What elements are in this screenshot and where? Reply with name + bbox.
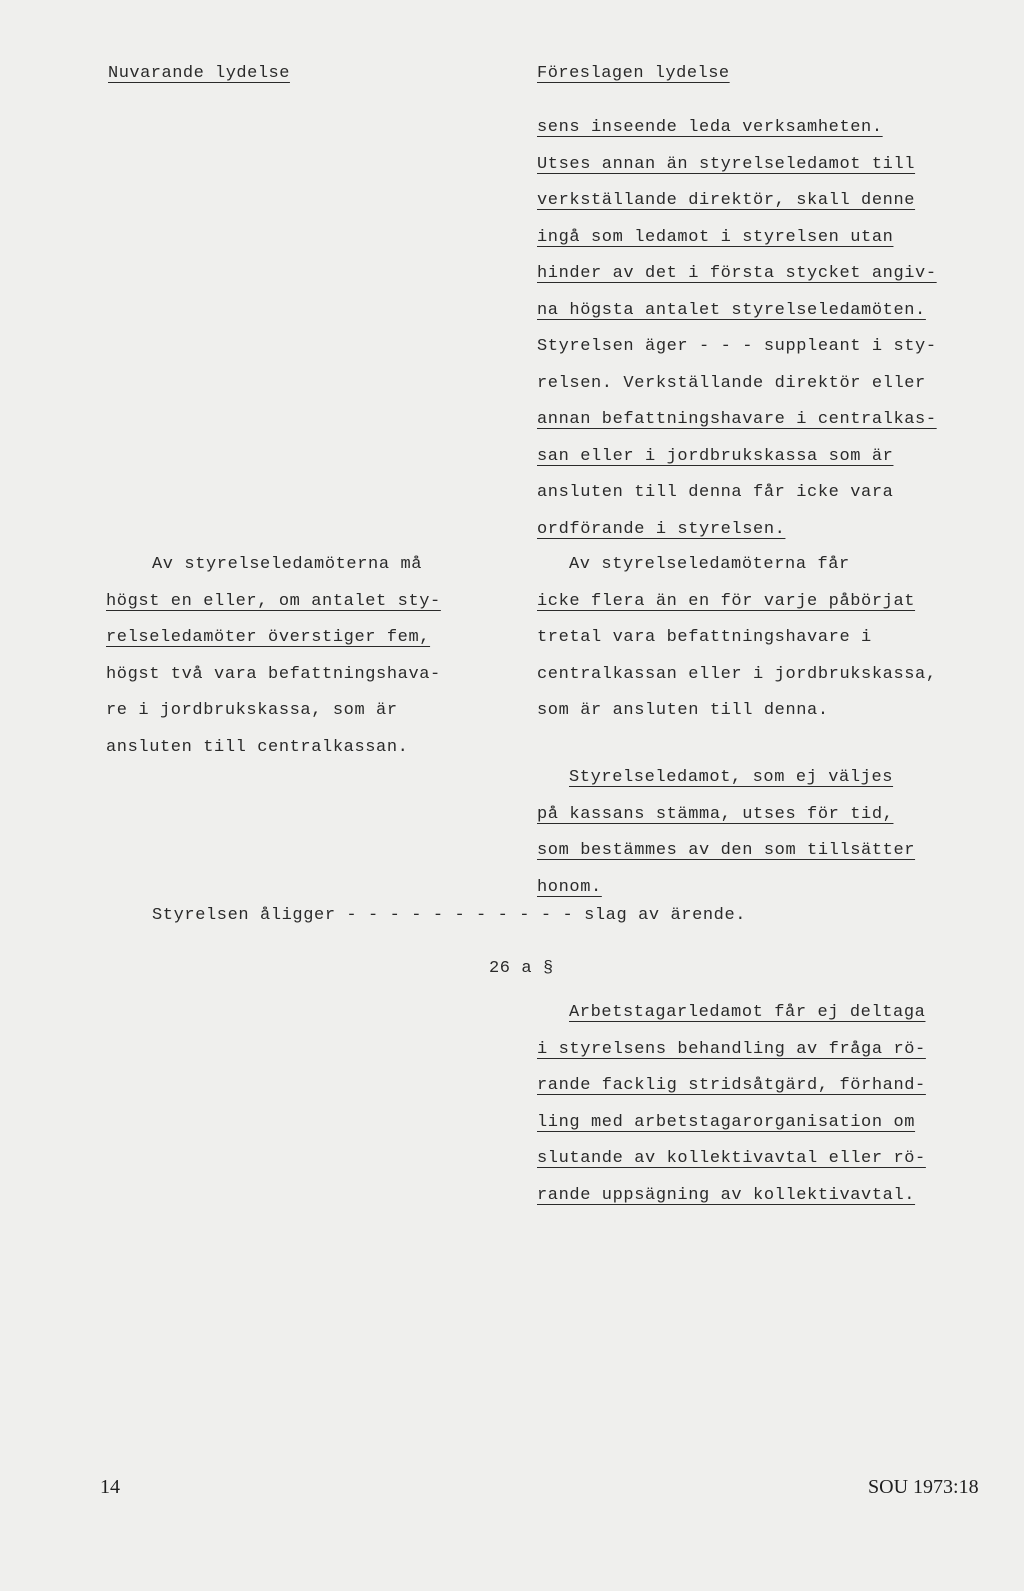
- proposed-paragraph-26a: [537, 995, 926, 1214]
- text-line: sens inseende leda verksamheten.: [537, 118, 883, 137]
- text-line: ansluten till denna får icke vara: [537, 483, 894, 502]
- text-line: ingå som ledamot i styrelsen utan: [537, 227, 894, 247]
- text-line: som är ansluten till denna.: [537, 701, 829, 720]
- text-line: rande uppsägning av kollektivavtal.: [537, 1185, 916, 1205]
- text-line: san eller i jordbrukskassa som är: [537, 446, 894, 466]
- current-paragraph: [106, 547, 441, 766]
- shared-line: Styrelsen åligger - - - - - - - - - - - slag av ärende.: [152, 906, 747, 925]
- text-line: högst två vara befattningshava-: [106, 664, 441, 684]
- text-line: Styrelsen äger - - - suppleant i sty-: [537, 337, 937, 356]
- section-heading: 26 a §: [489, 959, 554, 978]
- text-line: rande facklig stridsåtgärd, förhand-: [537, 1076, 926, 1095]
- text-line: tretal vara befattningshavare i: [537, 628, 872, 647]
- text-line: verkställande direktör, skall denne: [537, 191, 916, 210]
- text-line: hinder av det i första stycket angiv-: [537, 264, 937, 283]
- text-line: Av styrelseledamöterna må: [152, 555, 423, 574]
- text-line: icke flera än en för varje påbörjat: [537, 591, 916, 611]
- proposed-paragraph-2: [537, 547, 937, 730]
- text-line: som bestämmes av den som tillsätter: [537, 841, 916, 860]
- page-number: 14: [100, 1476, 120, 1498]
- text-line: re i jordbrukskassa, som är: [106, 701, 398, 720]
- text-line: på kassans stämma, utses för tid,: [537, 804, 894, 824]
- text-line: relsen. Verkställande direktör eller: [537, 373, 926, 393]
- header-proposed-wording: Föreslagen lydelse: [537, 64, 730, 83]
- proposed-paragraph-1: [537, 110, 937, 548]
- text-line: slutande av kollektivavtal eller rö-: [537, 1149, 926, 1168]
- text-line: honom.: [537, 877, 602, 897]
- header-current-wording: Nuvarande lydelse: [108, 64, 290, 83]
- text-line: annan befattningshavare i centralkas-: [537, 410, 937, 429]
- text-line: i styrelsens behandling av fråga rö-: [537, 1039, 926, 1059]
- text-line: ansluten till centralkassan.: [106, 737, 409, 757]
- proposed-paragraph-3: [537, 760, 915, 906]
- document-reference: SOU 1973:18: [868, 1476, 979, 1498]
- text-line: relseledamöter överstiger fem,: [106, 628, 431, 647]
- text-line: ordförande i styrelsen.: [537, 519, 786, 539]
- text-line: Arbetstagarledamot får ej deltaga: [569, 1003, 926, 1022]
- text-line: centralkassan eller i jordbrukskassa,: [537, 664, 937, 684]
- text-line: na högsta antalet styrelseledamöten.: [537, 300, 926, 320]
- text-line: Av styrelseledamöterna får: [569, 555, 850, 574]
- text-line: högst en eller, om antalet sty-: [106, 591, 441, 611]
- text-line: Utses annan än styrelseledamot till: [537, 154, 916, 174]
- text-line: Styrelseledamot, som ej väljes: [569, 768, 894, 787]
- text-line: ling med arbetstagarorganisation om: [537, 1112, 916, 1132]
